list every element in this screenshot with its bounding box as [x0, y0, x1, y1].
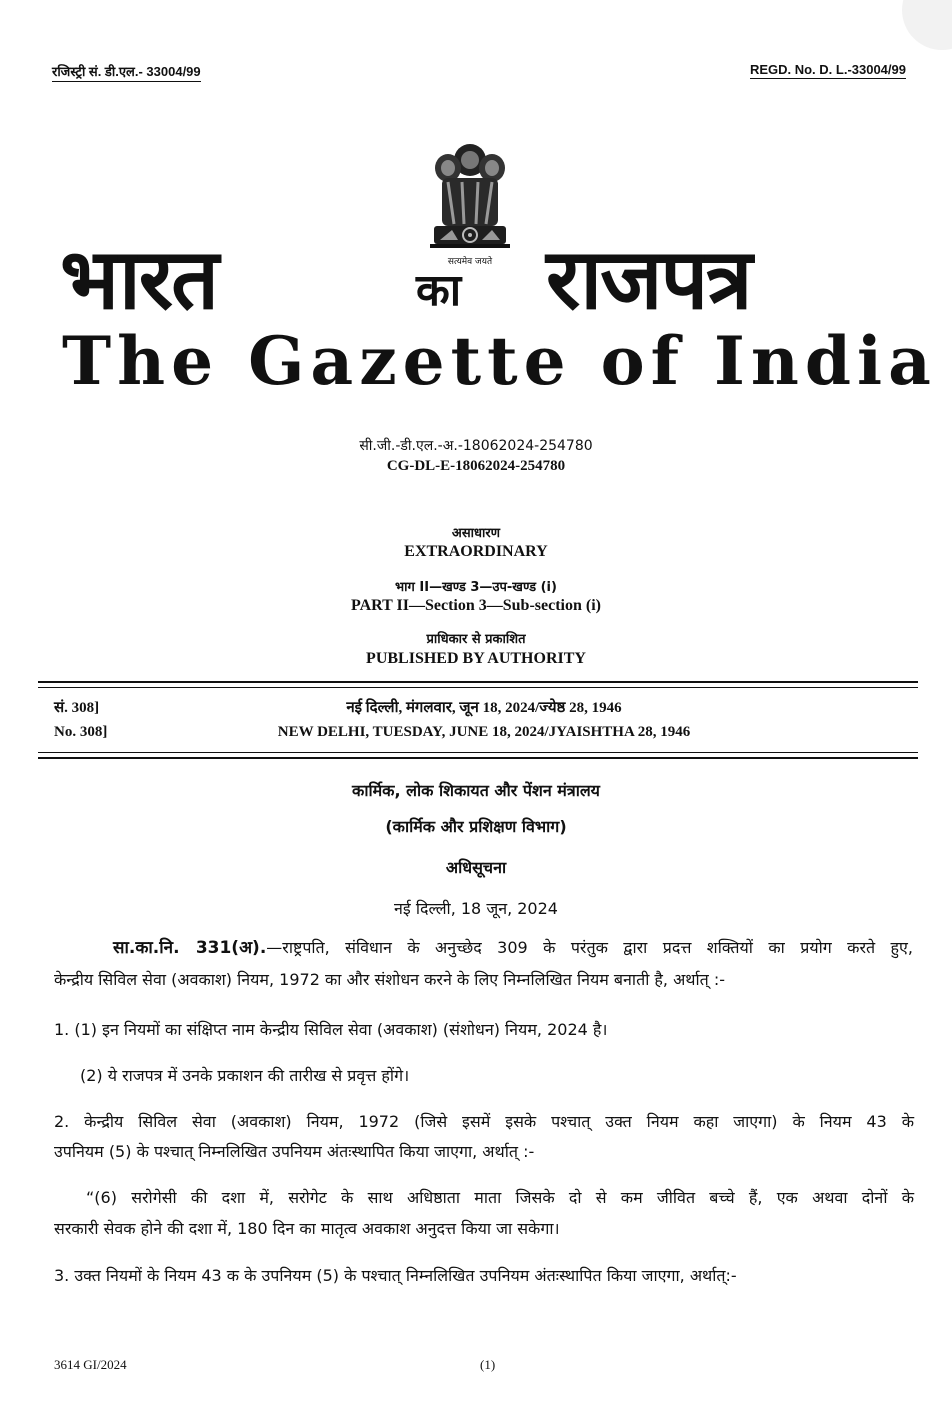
registration-number-hindi: रजिस्ट्री सं. डी.एल.- 33004/99 [52, 62, 201, 82]
quoted-subrule-line-2: सरकारी सेवक होने की दशा में, 180 दिन का मातृत्व अवकाश अनुदत्त किया जा सकेगा। [54, 1219, 560, 1238]
top-double-rule [38, 681, 918, 683]
part-english: PART II—Section 3—Sub-section (i) [351, 597, 601, 614]
rule-2-line-1: 2. केन्द्रीय सिविल सेवा (अवकाश) नियम, 1972 (जिसे इसमें इसके पश्चात् उक्त नियम कहा जाएगा) के नियम 43 के [54, 1112, 914, 1131]
emblem-motto: सत्यमेव जयते [447, 257, 493, 267]
gazette-code-english: CG-DL-E-18062024-254780 [386, 458, 566, 474]
authority-english: PUBLISHED BY AUTHORITY [366, 650, 586, 667]
masthead-english [62, 322, 937, 402]
part-hindi: भाग II—खण्ड 3—उप-खण्ड (i) [395, 580, 557, 595]
issue-date-hindi: नई दिल्ली, मंगलवार, जून 18, 2024/ज्येष्ठ 28, 1946 [346, 700, 622, 716]
gazette-code-hindi: सी.जी.-डी.एल.-अ.-18062024-254780 [359, 438, 593, 454]
extraordinary-hindi: असाधारण [451, 526, 501, 541]
page-number: (1) [480, 1357, 496, 1372]
rule-2-line-2: उपनियम (5) के पश्चात् निम्नलिखित उपनियम अंतःस्थापित किया जाएगा, अर्थात् :- [54, 1142, 535, 1161]
masthead-hindi [60, 222, 910, 328]
registration-number-english: REGD. No. D. L.-33004/99 [749, 62, 906, 77]
masthead-hindi-ka: का [416, 265, 462, 316]
extraordinary-english: EXTRAORDINARY [404, 543, 548, 560]
corner-shadow [902, 0, 952, 50]
bottom-double-rule [38, 757, 918, 759]
department-name: (कार्मिक और प्रशिक्षण विभाग) [385, 817, 567, 836]
masthead-english-title: The Gazette of India [62, 322, 937, 400]
issue-number-hindi: सं. 308] [54, 700, 100, 716]
rule-3: 3. उक्त नियमों के नियम 43 क के उपनियम (5) के पश्चात् निम्नलिखित उपनियम अंतःस्थापित किया जाएगा, अर्थात्:- [54, 1266, 737, 1285]
intro-line-2: केन्द्रीय सिविल सेवा (अवकाश) नियम, 1972 का और संशोधन करने के लिए निम्नलिखित नियम बनाती है, अर्थात् :- [54, 970, 726, 989]
rule-1-clause-2: (2) ये राजपत्र में उनके प्रकाशन की तारीख से प्रवृत्त होंगे। [80, 1066, 410, 1085]
issue-date-english: NEW DELHI, TUESDAY, JUNE 18, 2024/JYAISHTHA 28, 1946 [277, 724, 691, 740]
masthead-hindi-bharat: भारत [60, 230, 218, 328]
top-double-rule-inner [38, 687, 918, 688]
footer-code: 3614 GI/2024 [54, 1357, 127, 1372]
gsr-number: सा.का.नि. 331(अ). [113, 938, 267, 958]
notification-place-date: नई दिल्ली, 18 जून, 2024 [394, 899, 558, 918]
quoted-subrule-line-1: “(6) सरोगेसी की दशा में, सरोगेट के साथ अधिष्ठाता माता जिसके दो से कम जीवित बच्चे हैं, एक अथवा दोनों के [86, 1188, 914, 1207]
notification-heading: अधिसूचना [445, 858, 507, 877]
authority-hindi: प्राधिकार से प्रकाशित [426, 632, 526, 647]
ministry-name: कार्मिक, लोक शिकायत और पेंशन मंत्रालय [352, 781, 600, 800]
bottom-double-rule-inner [38, 752, 918, 753]
intro-line-1 [113, 933, 913, 963]
issue-number-english: No. 308] [54, 724, 108, 740]
masthead-hindi-rajpatra: राजपत्र [546, 230, 751, 328]
intro-text-1: —राष्ट्रपति, संविधान के अनुच्छेद 309 के परंतुक द्वारा प्रदत्त शक्तियों का प्रयोग करते हुए, [266, 938, 913, 957]
rule-1-clause-1: 1. (1) इन नियमों का संक्षिप्त नाम केन्द्रीय सिविल सेवा (अवकाश) (संशोधन) नियम, 2024 है। [54, 1020, 608, 1039]
